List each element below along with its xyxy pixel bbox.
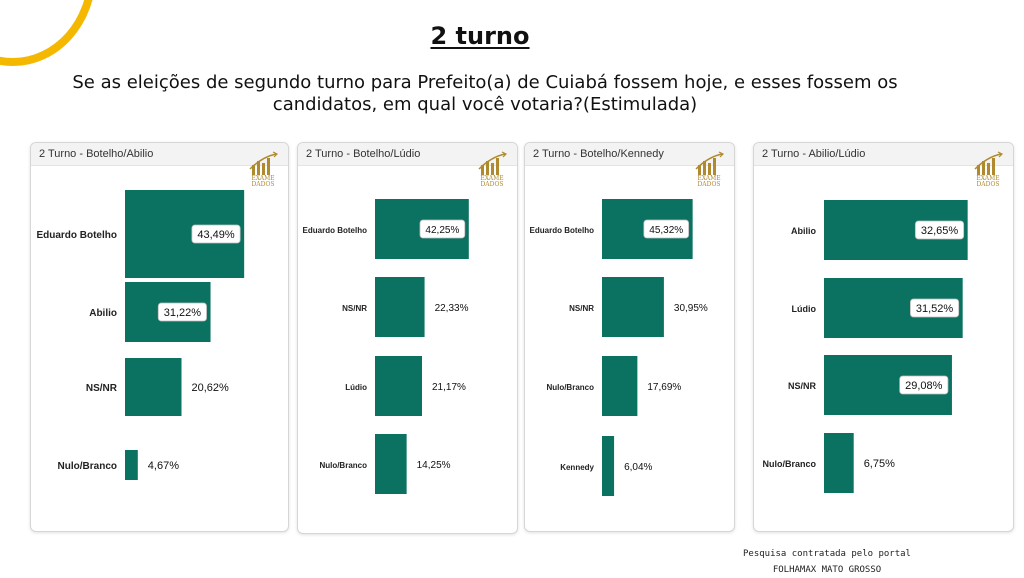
category-label: Nulo/Branco	[57, 461, 117, 472]
chart-panel	[297, 142, 518, 534]
chart-panel	[753, 142, 1014, 532]
value-label: 31,52%	[915, 303, 954, 315]
value-label: 22,33%	[434, 303, 469, 314]
bar	[375, 434, 407, 494]
bar-chart	[298, 143, 517, 533]
category-label: Nulo/Branco	[319, 461, 367, 470]
category-label: NS/NR	[787, 381, 816, 391]
chart-title: 2 Turno - Botelho/Abilio	[31, 143, 288, 166]
category-label: Eduardo Botelho	[36, 230, 117, 241]
value-label: 6,04%	[624, 462, 653, 473]
logo-text: EXAME DADOS	[697, 175, 721, 188]
bar-chart	[754, 143, 1013, 531]
category-label: Eduardo Botelho	[529, 226, 594, 235]
bar	[602, 436, 614, 496]
category-label: NS/NR	[569, 304, 594, 313]
value-label: 21,17%	[431, 382, 466, 393]
value-label: 14,25%	[416, 460, 451, 471]
bar	[602, 356, 637, 416]
value-label: 32,65%	[920, 225, 959, 237]
category-label: Eduardo Botelho	[302, 226, 367, 235]
page-title: 2 turno	[430, 22, 530, 50]
bar	[375, 356, 422, 416]
bar	[824, 433, 854, 493]
category-label: Nulo/Branco	[762, 459, 816, 469]
bar-chart	[31, 143, 288, 531]
category-label: NS/NR	[342, 304, 367, 313]
value-label: 6,75%	[863, 458, 895, 470]
category-label: Kennedy	[560, 463, 594, 472]
logo-text: EXAME DADOS	[480, 175, 504, 188]
logo-text: EXAME DADOS	[251, 175, 275, 188]
value-label: 4,67%	[147, 460, 179, 472]
bar	[125, 450, 138, 480]
chart-title: 2 Turno - Abilio/Lúdio	[754, 143, 1013, 166]
category-label: Lúdio	[791, 304, 816, 314]
value-label: 31,22%	[163, 307, 202, 319]
value-label: 20,62%	[191, 382, 229, 394]
chart-panel	[524, 142, 735, 532]
chart-title: 2 Turno - Botelho/Lúdio	[298, 143, 517, 166]
source-footer: Pesquisa contratada pelo portal FOLHAMAX MATO GROSSO	[743, 549, 911, 575]
value-label: 30,95%	[673, 303, 708, 314]
category-label: Nulo/Branco	[546, 383, 594, 392]
page-subtitle: Se as eleições de segundo turno para Prefeito(a) de Cuiabá fossem hoje, e esses fossem os candidatos, em qual você votaria?(Estimulada)	[72, 72, 898, 115]
value-label: 29,08%	[905, 380, 943, 392]
chart-panel	[30, 142, 289, 532]
value-label: 43,49%	[197, 229, 235, 241]
category-label: NS/NR	[85, 383, 117, 394]
bar-chart	[525, 143, 734, 531]
chart-title: 2 Turno - Botelho/Kennedy	[525, 143, 734, 166]
bar	[375, 277, 425, 337]
category-label: Abilio	[791, 226, 816, 236]
category-label: Lúdio	[345, 383, 367, 392]
logo-text: EXAME DADOS	[976, 175, 1000, 188]
category-label: Abilio	[89, 308, 117, 319]
value-label: 17,69%	[647, 382, 682, 393]
value-label: 42,25%	[425, 225, 460, 236]
bar	[125, 358, 181, 416]
value-label: 45,32%	[649, 225, 684, 236]
bar	[602, 277, 664, 337]
